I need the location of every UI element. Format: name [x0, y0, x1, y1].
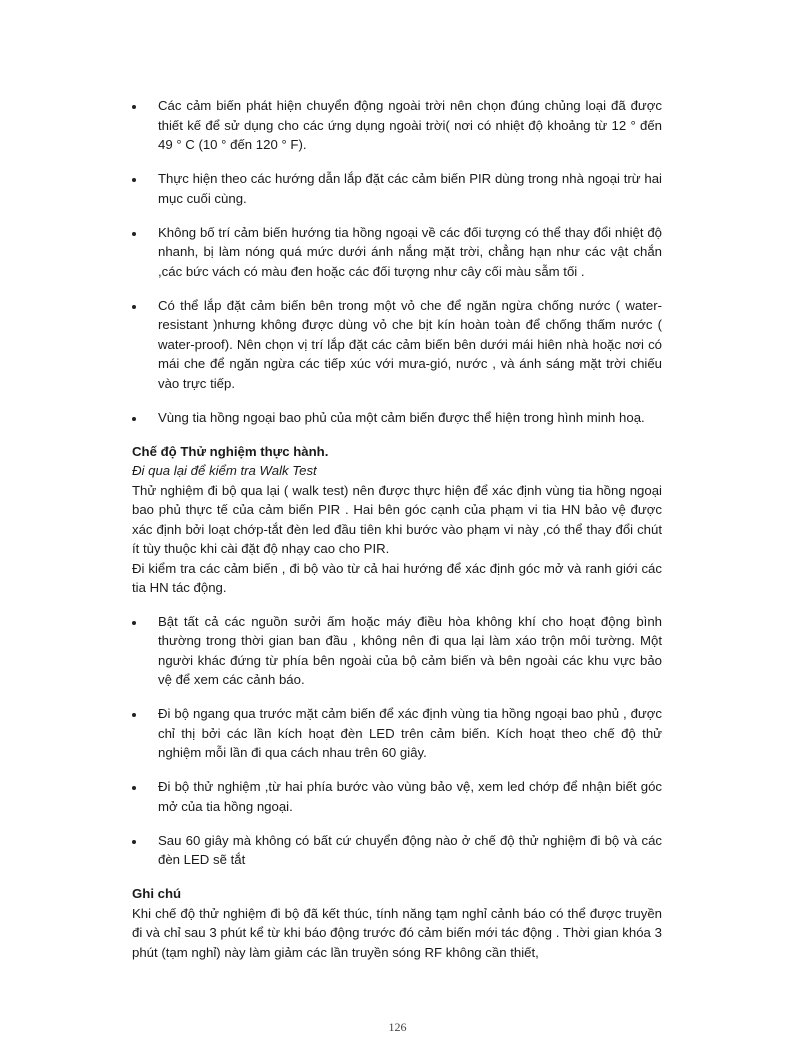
outdoor-guidelines-list [132, 96, 662, 427]
list-item: Thực hiện theo các hướng dẫn lắp đặt các cảm biến PIR dùng trong nhà ngoại trừ hai mục cuối cùng. [132, 169, 662, 208]
list-item: Đi bộ thử nghiệm ,từ hai phía bước vào vùng bảo vệ, xem led chớp để nhận biết góc mở của tia hồng ngoại. [132, 777, 662, 816]
bullet-icon [132, 305, 136, 309]
list-item: Bật tất cả các nguồn sưởi ấm hoặc máy điều hòa không khí cho hoạt động bình thường trong thời gian ban đầu , không nên đi qua lại làm xáo trộn môi tường. Một người khác đứng từ phía bên ngoài của bộ cảm biến và bên ngoài các khu vực bảo vệ để xem các cảnh báo. [132, 612, 662, 690]
bullet-icon [132, 178, 136, 182]
walk-test-steps-list [132, 612, 662, 870]
walk-test-paragraph: Thử nghiệm đi bộ qua lại ( walk test) nên được thực hiện để xác định vùng tia hồng ngoại bao phủ thực tế của cảm biến PIR . Hai bên góc cạnh của phạm vi tia HN bảo vệ được xác định bởi loạt chớp-tắt đèn led đầu tiên khi bước vào phạm vi này ,có thể thay đổi chút ít tùy thuộc khi cài đặt độ nhạy cao cho PIR. [132, 482, 662, 556]
bullet-icon [132, 232, 136, 236]
note-paragraph: Khi chế độ thử nghiệm đi bộ đã kết thúc, tính năng tạm nghỉ cảnh báo có thể được truyền đi và chỉ sau 3 phút kể từ khi báo động trước đó cảm biến mới tác động . Thời gian khóa 3 phút (tạm nghỉ) này làm giảm các lần truyền sóng RF không cần thiết, [132, 905, 662, 960]
walk-test-section [132, 442, 662, 598]
bullet-icon [132, 786, 136, 790]
walk-test-subheading: Đi qua lại để kiểm tra Walk Test [132, 463, 317, 478]
list-item: Sau 60 giây mà không có bất cứ chuyển động nào ở chế độ thử nghiệm đi bộ và các đèn LED sẽ tắt [132, 831, 662, 870]
bullet-icon [132, 417, 136, 421]
page-number: 126 [388, 1020, 407, 1034]
list-item: Vùng tia hồng ngoại bao phủ của một cảm biến được thể hiện trong hình minh hoạ. [132, 408, 662, 428]
walk-test-heading: Chế độ Thử nghiệm thực hành. [132, 443, 329, 459]
list-item: Đi bộ ngang qua trước mặt cảm biến để xác định vùng tia hồng ngoại bao phủ , được chỉ thị bởi các lần kích hoạt đèn LED trên cảm biến. Kích hoạt theo chế độ thử nghiệm mỗi lần đi qua cách nhau trên 60 giây. [132, 704, 662, 763]
page-content [132, 96, 662, 974]
bullet-icon [132, 713, 136, 717]
bullet-icon [132, 621, 136, 625]
list-item: Các cảm biến phát hiện chuyển động ngoài trời nên chọn đúng chủng loại đã được thiết kế để sử dụng cho các ứng dụng ngoài trời( nơi có nhiệt độ khoảng từ 12 ° đến 49 ° C (10 ° đến 120 ° F). [132, 96, 662, 155]
walk-test-paragraph: Đi kiểm tra các cảm biến , đi bộ vào từ cả hai hướng để xác định góc mở và ranh giới các tia HN tác động. [132, 560, 662, 595]
note-section [132, 884, 662, 962]
bullet-icon [132, 840, 136, 844]
list-item: Không bố trí cảm biến hướng tia hồng ngoại về các đối tượng có thể thay đổi nhiệt độ nhanh, bị làm nóng quá mức dưới ánh nắng mặt trời, chẳng hạn như các vật chắn ,các bức vách có màu đen hoặc các đối tượng như cây cối màu sẫm tối . [132, 223, 662, 282]
note-heading: Ghi chú [132, 886, 182, 901]
bullet-icon [132, 105, 136, 109]
list-item: Có thể lắp đặt cảm biến bên trong một vỏ che để ngăn ngừa chống nước ( water-resistant )nhưng không được dùng vỏ che bịt kín hoàn toàn để chống thấm nước ( water-proof). Nên chọn vị trí lắp đặt các cảm biến bên dưới mái hiên nhà hoặc nơi có mái che để ngăn ngừa các tiếp xúc với mưa-gió, nước , và ánh sáng mặt trời chiếu vào trực tiếp. [132, 296, 662, 394]
